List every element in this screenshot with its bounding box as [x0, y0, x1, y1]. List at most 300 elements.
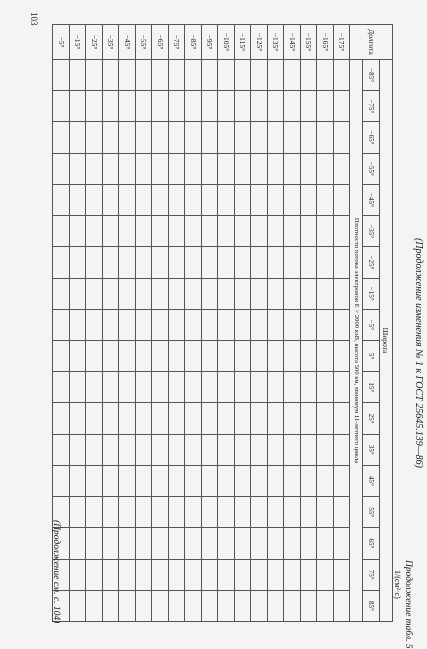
flux-value-cell [268, 340, 285, 371]
flux-value-cell [334, 247, 351, 278]
latitude-header-cell: 35° [363, 434, 380, 465]
flux-value-cell [218, 91, 235, 122]
flux-value-cell [235, 340, 252, 371]
longitude-cell: −15° [70, 25, 87, 60]
flux-value-cell [251, 184, 268, 215]
flux-value-cell [86, 465, 103, 496]
flux-value-cell [119, 278, 136, 309]
flux-value-cell [202, 528, 219, 559]
flux-value-cell [317, 372, 334, 403]
flux-value-cell [235, 309, 252, 340]
flux-value-cell [185, 465, 202, 496]
flux-value-cell [235, 122, 252, 153]
flux-value-cell [202, 247, 219, 278]
flux-value-cell [136, 278, 153, 309]
flux-value-cell [152, 528, 169, 559]
latitude-header-cell: −85° [363, 60, 380, 91]
flux-value-cell [136, 497, 153, 528]
flux-value-cell [169, 91, 186, 122]
table-row [185, 25, 202, 622]
flux-value-cell [218, 247, 235, 278]
flux-value-cell [86, 309, 103, 340]
flux-value-cell [202, 559, 219, 590]
flux-value-cell [119, 184, 136, 215]
flux-value-cell [136, 528, 153, 559]
flux-value-cell [334, 590, 351, 621]
latitude-header-cell: −25° [363, 247, 380, 278]
table-row [103, 25, 120, 622]
flux-value-cell [251, 465, 268, 496]
flux-value-cell [136, 247, 153, 278]
table-row [268, 25, 285, 622]
latitude-header-cell: 15° [363, 372, 380, 403]
flux-value-cell [334, 122, 351, 153]
flux-value-cell [185, 247, 202, 278]
flux-value-cell [317, 340, 334, 371]
flux-table-wrapper [53, 24, 394, 622]
flux-value-cell [301, 278, 318, 309]
flux-value-cell [53, 91, 70, 122]
flux-value-cell [218, 216, 235, 247]
flux-value-cell [169, 372, 186, 403]
flux-value-cell [235, 216, 252, 247]
flux-value-cell [119, 590, 136, 621]
flux-value-cell [185, 153, 202, 184]
flux-value-cell [86, 216, 103, 247]
flux-value-cell [152, 403, 169, 434]
flux-value-cell [235, 372, 252, 403]
flux-value-cell [169, 60, 186, 91]
flux-value-cell [284, 91, 301, 122]
flux-value-cell [251, 278, 268, 309]
flux-value-cell [202, 309, 219, 340]
flux-value-cell [284, 559, 301, 590]
flux-value-cell [301, 465, 318, 496]
flux-value-cell [268, 372, 285, 403]
flux-value-cell [301, 590, 318, 621]
flux-value-cell [86, 340, 103, 371]
flux-value-cell [218, 590, 235, 621]
longitude-cell: −5° [53, 25, 70, 60]
flux-value-cell [119, 309, 136, 340]
flux-value-cell [70, 247, 87, 278]
flux-value-cell [70, 590, 87, 621]
flux-value-cell [218, 184, 235, 215]
table-row [218, 25, 235, 622]
flux-value-cell [169, 528, 186, 559]
latitude-header-cell: 75° [363, 559, 380, 590]
flux-value-cell [202, 403, 219, 434]
longitude-cell: −85° [185, 25, 202, 60]
flux-value-cell [53, 340, 70, 371]
flux-value-cell [301, 60, 318, 91]
flux-value-cell [301, 91, 318, 122]
flux-value-cell [317, 528, 334, 559]
flux-value-cell [86, 559, 103, 590]
flux-value-cell [251, 590, 268, 621]
flux-value-cell [185, 309, 202, 340]
flux-value-cell [152, 91, 169, 122]
flux-value-cell [169, 216, 186, 247]
flux-value-cell [202, 153, 219, 184]
flux-value-cell [169, 153, 186, 184]
flux-value-cell [185, 60, 202, 91]
flux-value-cell [218, 60, 235, 91]
flux-value-cell [185, 434, 202, 465]
flux-value-cell [152, 216, 169, 247]
flux-value-cell [169, 465, 186, 496]
flux-value-cell [218, 403, 235, 434]
flux-value-cell [119, 497, 136, 528]
flux-value-cell [185, 403, 202, 434]
flux-value-cell [119, 216, 136, 247]
longitude-header: Долгота [350, 25, 393, 60]
flux-value-cell [202, 434, 219, 465]
flux-value-cell [136, 434, 153, 465]
flux-value-cell [169, 340, 186, 371]
flux-value-cell [317, 216, 334, 247]
flux-value-cell [251, 559, 268, 590]
flux-value-cell [268, 528, 285, 559]
flux-value-cell [169, 184, 186, 215]
flux-value-cell [268, 216, 285, 247]
flux-value-cell [202, 590, 219, 621]
flux-value-cell [169, 403, 186, 434]
flux-value-cell [119, 528, 136, 559]
flux-value-cell [103, 247, 120, 278]
flux-value-cell [284, 403, 301, 434]
flux-value-cell [317, 590, 334, 621]
flux-value-cell [53, 278, 70, 309]
flux-value-cell [70, 60, 87, 91]
flux-value-cell [103, 309, 120, 340]
longitude-cell: −55° [136, 25, 153, 60]
flux-value-cell [251, 340, 268, 371]
flux-value-cell [70, 340, 87, 371]
flux-value-cell [202, 278, 219, 309]
table-row [70, 25, 87, 622]
flux-value-cell [136, 372, 153, 403]
flux-value-cell [152, 60, 169, 91]
flux-value-cell [53, 465, 70, 496]
flux-value-cell [136, 60, 153, 91]
flux-value-cell [152, 340, 169, 371]
flux-value-cell [152, 153, 169, 184]
table-row [317, 25, 334, 622]
flux-value-cell [334, 559, 351, 590]
flux-value-cell [202, 465, 219, 496]
longitude-cell: −45° [119, 25, 136, 60]
flux-value-cell [218, 340, 235, 371]
table-row [235, 25, 252, 622]
flux-value-cell [70, 465, 87, 496]
flux-value-cell [70, 372, 87, 403]
flux-value-cell [185, 340, 202, 371]
flux-value-cell [169, 434, 186, 465]
flux-value-cell [317, 122, 334, 153]
flux-value-cell [251, 372, 268, 403]
flux-value-cell [70, 497, 87, 528]
latitude-header-row [363, 25, 380, 622]
latitude-header-cell: 25° [363, 403, 380, 434]
flux-value-cell [235, 60, 252, 91]
flux-value-cell [169, 497, 186, 528]
longitude-cell: −115° [235, 25, 252, 60]
flux-value-cell [86, 153, 103, 184]
flux-value-cell [334, 278, 351, 309]
flux-value-cell [152, 465, 169, 496]
flux-value-cell [235, 403, 252, 434]
flux-value-cell [251, 216, 268, 247]
flux-value-cell [218, 372, 235, 403]
flux-value-cell [334, 528, 351, 559]
flux-value-cell [119, 340, 136, 371]
flux-value-cell [86, 278, 103, 309]
flux-value-cell [235, 559, 252, 590]
flux-value-cell [284, 372, 301, 403]
flux-value-cell [268, 60, 285, 91]
longitude-cell: −155° [301, 25, 318, 60]
table-row [119, 25, 136, 622]
flux-value-cell [202, 216, 219, 247]
flux-value-cell [268, 91, 285, 122]
flux-value-cell [202, 91, 219, 122]
flux-value-cell [70, 216, 87, 247]
table-row [136, 25, 153, 622]
flux-value-cell [218, 465, 235, 496]
longitude-cell: −65° [152, 25, 169, 60]
flux-value-cell [136, 122, 153, 153]
flux-value-cell [185, 372, 202, 403]
flux-value-cell [103, 559, 120, 590]
flux-value-cell [53, 403, 70, 434]
flux-value-cell [235, 465, 252, 496]
flux-value-cell [169, 309, 186, 340]
latitude-header-cell: 45° [363, 465, 380, 496]
flux-value-cell [103, 465, 120, 496]
flux-value-cell [53, 309, 70, 340]
flux-value-cell [103, 278, 120, 309]
flux-value-cell [235, 247, 252, 278]
flux-value-cell [301, 403, 318, 434]
flux-value-cell [334, 216, 351, 247]
flux-value-cell [301, 497, 318, 528]
longitude-cell: −125° [251, 25, 268, 60]
flux-value-cell [185, 590, 202, 621]
flux-value-cell [119, 434, 136, 465]
flux-value-cell [70, 528, 87, 559]
flux-value-cell [152, 278, 169, 309]
flux-value-cell [334, 91, 351, 122]
flux-value-cell [317, 153, 334, 184]
flux-value-cell [103, 403, 120, 434]
flux-value-cell [185, 528, 202, 559]
flux-value-cell [169, 278, 186, 309]
flux-value-cell [152, 309, 169, 340]
flux-value-cell [268, 278, 285, 309]
flux-value-cell [86, 372, 103, 403]
flux-value-cell [268, 465, 285, 496]
flux-value-cell [235, 184, 252, 215]
flux-value-cell [152, 590, 169, 621]
flux-value-cell [284, 278, 301, 309]
longitude-cell: −145° [284, 25, 301, 60]
latitude-header-cell: −45° [363, 184, 380, 215]
flux-value-cell [136, 216, 153, 247]
flux-value-cell [268, 403, 285, 434]
flux-value-cell [70, 309, 87, 340]
flux-value-cell [119, 559, 136, 590]
flux-value-cell [119, 122, 136, 153]
flux-value-cell [86, 247, 103, 278]
flux-value-cell [301, 216, 318, 247]
flux-value-cell [317, 60, 334, 91]
flux-value-cell [251, 497, 268, 528]
flux-value-cell [103, 528, 120, 559]
flux-value-cell [235, 91, 252, 122]
flux-value-cell [334, 497, 351, 528]
latitude-header-cell: 55° [363, 497, 380, 528]
table-row [169, 25, 186, 622]
longitude-cell: −105° [218, 25, 235, 60]
flux-value-cell [86, 497, 103, 528]
flux-value-cell [251, 122, 268, 153]
latitude-header-cell: −15° [363, 278, 380, 309]
flux-value-cell [119, 60, 136, 91]
flux-value-cell [119, 372, 136, 403]
flux-value-cell [202, 122, 219, 153]
flux-value-cell [152, 434, 169, 465]
flux-value-cell [334, 309, 351, 340]
flux-value-cell [251, 91, 268, 122]
flux-value-cell [119, 153, 136, 184]
flux-value-cell [53, 247, 70, 278]
flux-value-cell [119, 91, 136, 122]
flux-value-cell [152, 247, 169, 278]
table-row [251, 25, 268, 622]
flux-value-cell [53, 372, 70, 403]
flux-value-cell [53, 434, 70, 465]
flux-value-cell [70, 278, 87, 309]
flux-value-cell [103, 153, 120, 184]
flux-value-cell [202, 497, 219, 528]
flux-value-cell [301, 372, 318, 403]
flux-value-cell [301, 122, 318, 153]
flux-value-cell [70, 434, 87, 465]
flux-value-cell [251, 434, 268, 465]
flux-value-cell [235, 434, 252, 465]
caption-continuation: Продолжение табл. 5 [403, 560, 413, 649]
flux-value-cell [136, 403, 153, 434]
flux-value-cell [235, 278, 252, 309]
flux-value-cell [235, 590, 252, 621]
flux-value-cell [152, 184, 169, 215]
flux-value-cell [185, 216, 202, 247]
flux-value-cell [284, 528, 301, 559]
flux-value-cell [284, 465, 301, 496]
flux-value-cell [268, 559, 285, 590]
flux-value-cell [202, 340, 219, 371]
flux-value-cell [301, 528, 318, 559]
flux-value-cell [119, 465, 136, 496]
longitude-cell: −165° [317, 25, 334, 60]
flux-value-cell [136, 590, 153, 621]
flux-value-cell [185, 122, 202, 153]
flux-value-cell [103, 340, 120, 371]
flux-value-cell [334, 434, 351, 465]
flux-value-cell [152, 497, 169, 528]
table-row [334, 25, 351, 622]
latitude-header-cell: 65° [363, 528, 380, 559]
flux-table [53, 24, 394, 622]
flux-value-cell [284, 247, 301, 278]
flux-value-cell [251, 403, 268, 434]
flux-value-cell [334, 465, 351, 496]
longitude-cell: −35° [103, 25, 120, 60]
flux-value-cell [70, 122, 87, 153]
flux-value-cell [202, 372, 219, 403]
flux-value-cell [103, 91, 120, 122]
flux-value-cell [136, 465, 153, 496]
latitude-group-header: Широта [380, 60, 393, 622]
flux-value-cell [317, 91, 334, 122]
flux-value-cell [169, 122, 186, 153]
flux-value-cell [334, 403, 351, 434]
latitude-header-cell: −75° [363, 91, 380, 122]
flux-value-cell [301, 559, 318, 590]
flux-value-cell [185, 91, 202, 122]
flux-value-cell [251, 153, 268, 184]
flux-value-cell [70, 91, 87, 122]
flux-value-cell [169, 590, 186, 621]
flux-value-cell [268, 153, 285, 184]
flux-value-cell [251, 309, 268, 340]
table-subtitle: Плотности потока электронов E > 2000 кэВ, высота 500 км, минимум 11-летнего цикла [350, 60, 363, 622]
flux-value-cell [317, 434, 334, 465]
flux-value-cell [152, 122, 169, 153]
table-row [301, 25, 318, 622]
flux-value-cell [136, 309, 153, 340]
flux-value-cell [251, 528, 268, 559]
flux-value-cell [53, 60, 70, 91]
flux-value-cell [334, 60, 351, 91]
flux-value-cell [53, 216, 70, 247]
flux-value-cell [218, 559, 235, 590]
flux-value-cell [334, 184, 351, 215]
flux-value-cell [268, 497, 285, 528]
table-row [202, 25, 219, 622]
flux-value-cell [103, 122, 120, 153]
caption-top: (Продолжение изменения № 1 к ГОСТ 25645.139—86) [413, 238, 424, 468]
units-label: 1/(см²·с) [393, 570, 402, 599]
flux-value-cell [86, 60, 103, 91]
flux-value-cell [119, 403, 136, 434]
flux-value-cell [86, 590, 103, 621]
flux-value-cell [136, 340, 153, 371]
flux-value-cell [185, 278, 202, 309]
flux-value-cell [53, 184, 70, 215]
flux-value-cell [86, 528, 103, 559]
flux-value-cell [136, 153, 153, 184]
flux-value-cell [235, 153, 252, 184]
longitude-cell: −95° [202, 25, 219, 60]
flux-value-cell [284, 153, 301, 184]
flux-value-cell [86, 91, 103, 122]
latitude-header-cell: −65° [363, 122, 380, 153]
flux-value-cell [86, 122, 103, 153]
flux-value-cell [317, 559, 334, 590]
caption-bottom: (Продолжение см. с. 104) [51, 520, 61, 624]
